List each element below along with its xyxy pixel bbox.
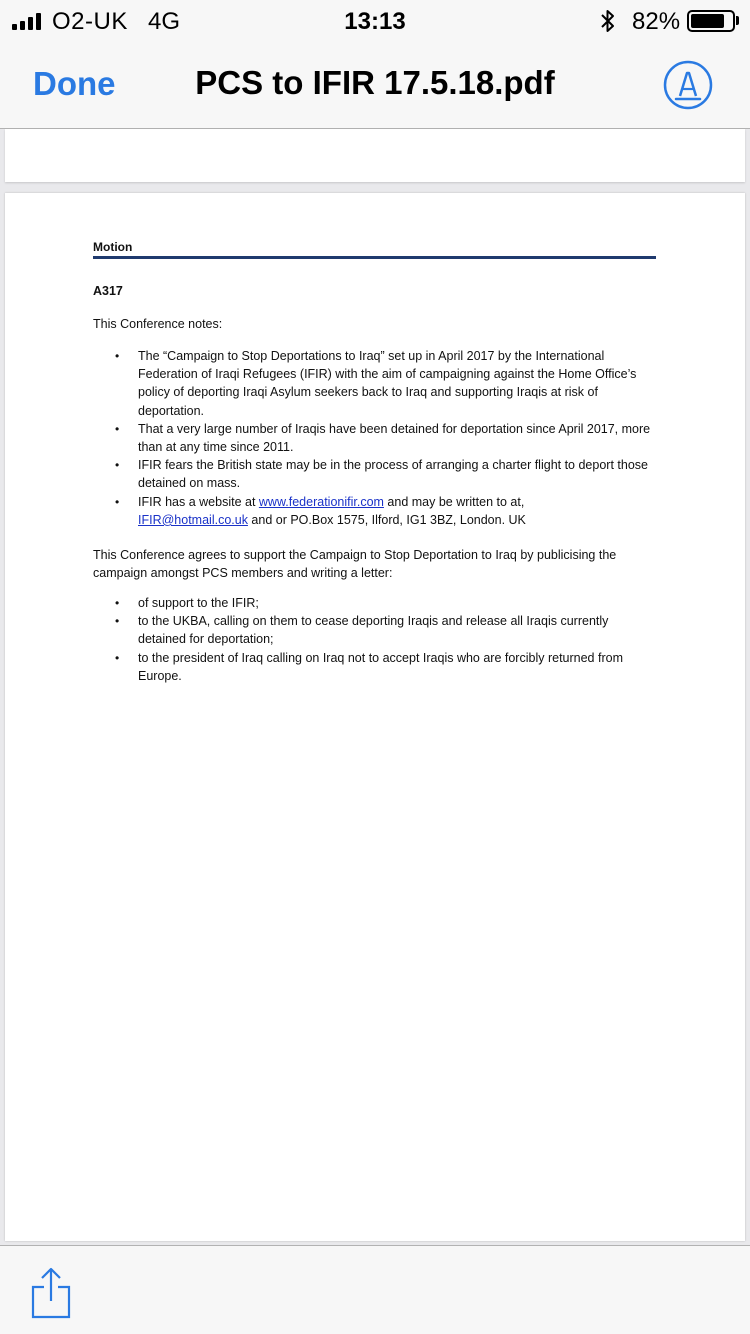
motion-heading: Motion: [93, 240, 133, 254]
motion-reference: A317: [93, 284, 123, 298]
list-item: • IFIR fears the British state may be in the process of arranging a charter flight to deport those detained on mass.: [93, 456, 659, 492]
battery-nub: [736, 16, 739, 25]
list-item: • of support to the IFIR;: [93, 594, 659, 612]
carrier-name: O2-UK: [52, 8, 128, 35]
share-icon[interactable]: [30, 1266, 74, 1320]
battery-level: [691, 14, 724, 28]
list-item-contact: [93, 493, 659, 529]
network-type: 4G: [148, 8, 181, 35]
email-link[interactable]: IFIR@hotmail.co.uk: [138, 512, 248, 527]
agreement-paragraph: This Conference agrees to support the Campaign to Stop Deportation to Iraq by publicising the campaign amongst PCS members and writing a letter:: [93, 548, 617, 580]
done-button[interactable]: Done: [33, 65, 116, 102]
bluetooth-icon: [600, 8, 616, 34]
status-time: 13:13: [344, 8, 406, 35]
list-item: • to the UKBA, calling on them to cease deporting Iraqis and release all Iraqis currently detained for deportation;: [93, 612, 659, 648]
markup-pen-icon[interactable]: [663, 60, 713, 110]
list-item: • to the president of Iraq calling on Iraq not to accept Iraqis who are forcibly returned from Europe.: [93, 649, 659, 685]
battery-percent: 82%: [632, 8, 681, 35]
website-link[interactable]: www.federationifir.com: [258, 494, 384, 509]
status-bar: [0, 0, 750, 40]
heading-rule: [93, 256, 656, 259]
contact-prefix: IFIR has a website at: [138, 494, 259, 509]
document-title: PCS to IFIR 17.5.18.pdf: [195, 64, 555, 101]
navigation-bar: [0, 40, 750, 129]
pdf-page: [5, 193, 745, 1241]
notes-list: [93, 347, 659, 529]
list-item: • The “Campaign to Stop Deportations to Iraq” set up in April 2017 by the International Federation of Iraqi Refugees (IFIR) with the aim of campaigning against the Home Office’s policy of deporting Iraqi Asylum seekers back to Iraq and supporting Iraqis at risk of deportation.: [93, 347, 659, 420]
contact-address: and or PO.Box 1575, Ilford, IG1 3BZ, London. UK: [247, 512, 526, 527]
battery-icon: [687, 10, 735, 32]
contact-middle: and may be written to at,: [383, 494, 525, 509]
previous-page: [5, 129, 745, 182]
letters-list: [93, 594, 659, 685]
bottom-toolbar: [0, 1245, 750, 1334]
intro-paragraph: This Conference notes:: [93, 317, 223, 331]
list-item: • That a very large number of Iraqis have been detained for deportation since April 2017, more than at any time since 2011.: [93, 420, 659, 456]
